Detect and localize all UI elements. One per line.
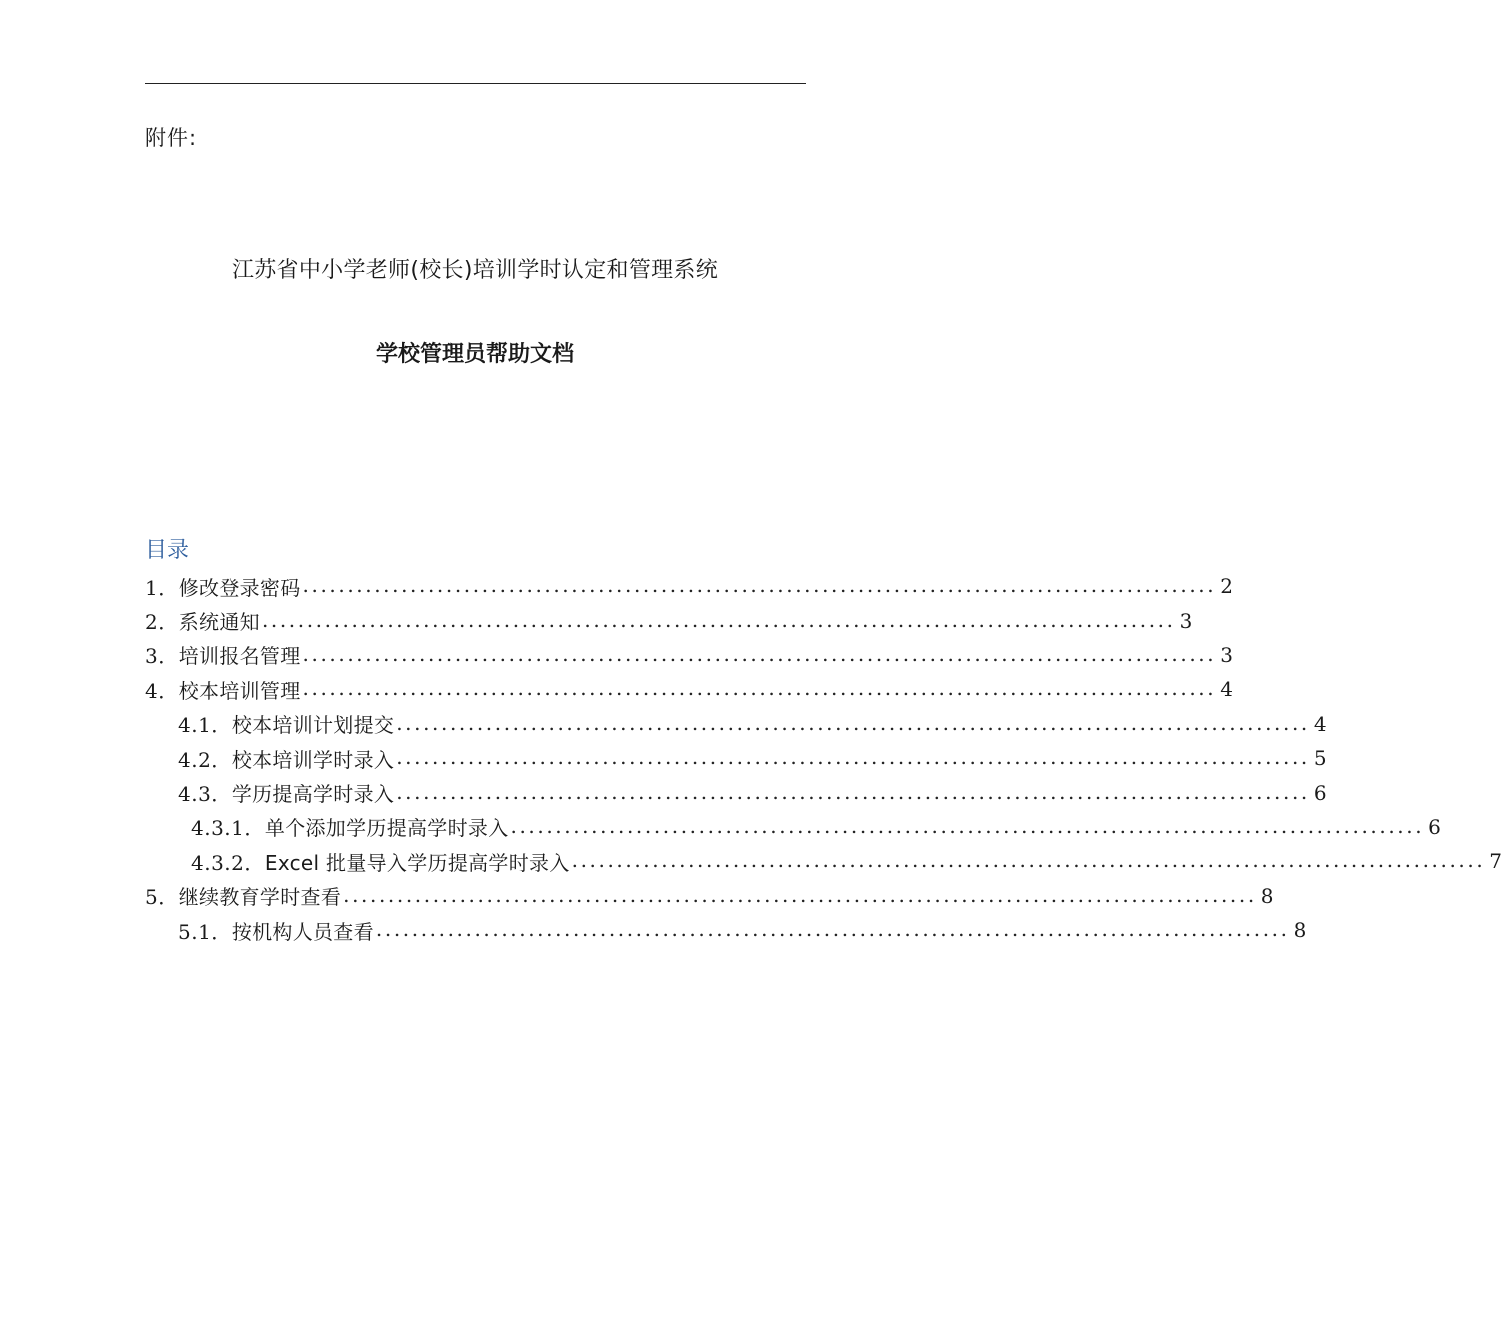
- toc-dot-leader: ......................................................................................................: [396, 710, 1310, 735]
- toc-entry-page-number: 7: [1489, 849, 1502, 874]
- toc-dot-leader: ......................................................................................................: [375, 917, 1290, 942]
- toc-entry[interactable]: [145, 913, 1307, 947]
- toc-entry-title: 学历提高学时录入: [231, 782, 395, 807]
- toc-entry[interactable]: [145, 810, 1441, 844]
- document-subtitle: 学校管理员帮助文档: [375, 342, 574, 367]
- toc-entry-number: 4.1．: [178, 713, 232, 738]
- toc-entry-page-number: 3: [1220, 642, 1233, 667]
- toc-entry[interactable]: [145, 672, 1233, 706]
- toc-entry-page-number: 6: [1428, 814, 1441, 839]
- toc-entry-page-number: 2: [1220, 574, 1233, 599]
- toc-entry[interactable]: [145, 603, 1193, 637]
- toc-dot-leader: ......................................................................................................: [396, 779, 1310, 804]
- document-title: 江苏省中小学老师(校长)培训学时认定和管理系统: [231, 258, 719, 283]
- toc-entry-title: 校本培训管理: [178, 678, 301, 703]
- toc-entry-number: 4.3.1．: [191, 816, 265, 841]
- toc-entry-number: 5.1．: [178, 919, 232, 944]
- toc-entry-title: 按机构人员查看: [231, 919, 374, 944]
- toc-dot-leader: ......................................................................................................: [396, 745, 1310, 770]
- toc-entry[interactable]: [145, 707, 1327, 741]
- toc-entry-number: 2．: [145, 610, 179, 635]
- toc-dot-leader: ......................................................................................................: [302, 676, 1217, 701]
- toc-entry[interactable]: [145, 879, 1274, 913]
- toc-entry[interactable]: [145, 844, 1502, 878]
- toc-entry-page-number: 3: [1179, 608, 1193, 633]
- toc-heading: 目录: [145, 538, 190, 563]
- toc-entry[interactable]: [145, 741, 1327, 775]
- toc-entry-number: 4．: [145, 678, 179, 703]
- header-rule: [145, 83, 806, 84]
- toc-entry-page-number: 4: [1313, 711, 1327, 736]
- toc-entry-page-number: 8: [1293, 918, 1307, 943]
- attachment-label: 附件:: [145, 126, 198, 150]
- toc-entry-title: 校本培训计划提交: [231, 713, 395, 738]
- toc-entry-number: 4.3．: [178, 782, 232, 807]
- toc-dot-leader: ......................................................................................................: [343, 882, 1257, 907]
- toc-entry-number: 5．: [145, 885, 179, 910]
- toc-dot-leader: ......................................................................................................: [302, 641, 1217, 666]
- toc-dot-leader: ......................................................................................................: [510, 813, 1425, 838]
- toc-entry-number: 4.2．: [178, 747, 232, 772]
- toc-dot-leader: ......................................................................................................: [571, 848, 1486, 873]
- toc-entry-page-number: 5: [1313, 746, 1327, 771]
- toc-entry-page-number: 4: [1220, 677, 1233, 702]
- toc-dot-leader: ......................................................................................................: [261, 607, 1176, 632]
- table-of-contents: [145, 569, 1502, 947]
- toc-entry-page-number: 8: [1260, 883, 1274, 908]
- toc-entry-page-number: 6: [1313, 780, 1327, 805]
- toc-entry-title: 单个添加学历提高学时录入: [264, 816, 509, 841]
- toc-entry-title: Excel 批量导入学历提高学时录入: [264, 850, 570, 875]
- toc-entry-number: 1．: [145, 575, 179, 600]
- toc-entry-title: 修改登录密码: [178, 575, 301, 600]
- toc-entry-title: 系统通知: [178, 610, 260, 635]
- toc-entry-number: 3．: [145, 644, 179, 669]
- toc-entry[interactable]: [145, 569, 1233, 603]
- toc-entry[interactable]: [145, 638, 1233, 672]
- toc-entry-number: 4.3.2．: [191, 850, 265, 875]
- toc-entry-title: 校本培训学时录入: [231, 747, 395, 772]
- toc-entry-title: 培训报名管理: [178, 644, 301, 669]
- toc-entry-title: 继续教育学时查看: [178, 885, 342, 910]
- toc-dot-leader: ......................................................................................................: [302, 573, 1217, 598]
- toc-entry[interactable]: [145, 775, 1327, 809]
